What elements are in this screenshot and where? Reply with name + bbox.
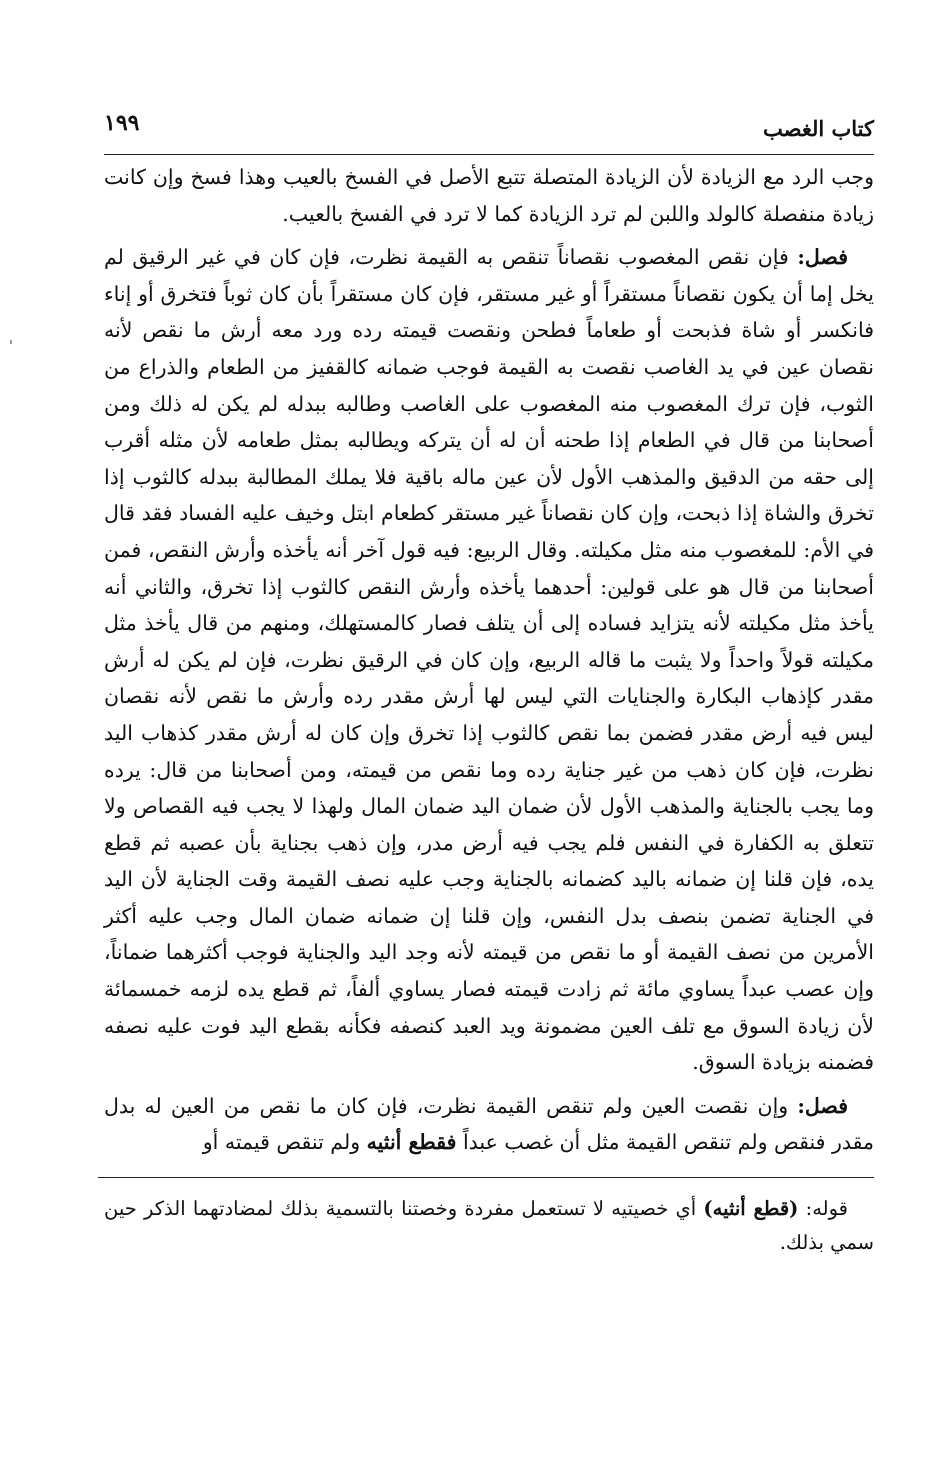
footnote-paragraph [104, 1192, 874, 1260]
chapter-title: كتاب الغصب [762, 116, 874, 141]
paragraph-text: ولم تنقص قيمته أو [202, 1130, 367, 1155]
paragraph [104, 159, 874, 232]
paragraph-text: وإن نقصت العين ولم تنقص القيمة نظرت، فإن كان ما نقص من العين له بدل مقدر فنقص ولم تنقص القيمة مثل أن غصب عبداً [104, 1093, 874, 1155]
paragraph-text: وجب الرد مع الزيادة لأن الزيادة المتصلة تتبع الأصل في الفسخ بالعيب وهذا فسخ وإن كانت زيادة منفصلة كالولد واللبن لم ترد الزيادة كما لا ترد في الفسخ بالعيب. [104, 165, 874, 226]
footnoted-phrase: فقطع أنثيه [366, 1130, 457, 1155]
page-header [104, 102, 874, 155]
margin-speck [10, 340, 12, 344]
section-lead: فصل: [797, 1093, 848, 1118]
paragraph [104, 239, 874, 1081]
footnote-text: أي خصيتيه لا تستعمل مفردة وخصتنا بالتسمية بذلك لمضادتهما الذكر حين سمي بذلك. [104, 1197, 874, 1255]
paragraph [104, 1088, 874, 1161]
paragraph-text: فإن نقص المغصوب نقصاناً تنقص به القيمة نظرت، فإن كان في غير الرقيق لم يخل إما أن يكون نقصاناً مستقراً أو غير مستقر، فإن كان مستقراً بأن كان ثوباً فتخرق أو إناء فانكسر أو شاة فذبحت أو طعاماً فطحن ونقصت قيمته رده ورد معه أرش ما نقص لأنه نقصان عين في يد الغاصب نقصت به القيمة فوجب ضمانه كالقفيز من الطعام والذراع من الثوب، فإن ترك المغصوب منه المغصوب على الغاصب وطالبه ببدله لم يكن له ذلك ومن أصحابنا من قال في الطعام إذا طحنه أن له أن يتركه ويطالبه بمثل طعامه لأن مثله أقرب إلى حقه من الدقيق والمذهب الأول لأن عين ماله باقية فلا يملك المطالبة ببدله كالثوب إذا تخرق والشاة إذا ذبحت، وإن كان نقصاناً غير مستقر كطعام ابتل وخيف عليه الفساد فقد قال في الأم: للمغصوب منه مثل مكيلته. وقال الربيع: فيه قول آخر أنه يأخذه وأرش النقص، فمن أصحابنا من قال هو على قولين: أحدهما يأخذه وأرش النقص كالثوب إذا تخرق، والثاني أنه يأخذ مثل مكيلته لأنه يتزايد فساده إلى أن يتلف فصار كالمستهلك، ومنهم من قال يأخذ مثل مكيلته قولاً واحداً ولا يثبت ما قاله الربيع، وإن كان في الرقيق نظرت، فإن لم يكن له أرش مقدر كإذهاب البكارة والجنايات التي ليس لها أرش مقدر رده وأرش ما نقص لأنه نقصان ليس فيه أرض مقدر فضمن بما نقص كالثوب إذا تخرق وإن كان له أرش مقدر كذهاب اليد نظرت، فإن كان ذهب من غير جناية رده وما نقص من قيمته، ومن أصحابنا من قال: يرده وما يجب بالجناية والمذهب الأول لأن ضمان اليد ضمان المال ولهذا لا يجب فيه القصاص ولا تتعلق به الكفارة في النفس فلم يجب فيه أرض مدر، وإن ذهب بجناية بأن عصبه ثم قطع يده، فإن قلنا إن ضمانه باليد كضمانه بالجناية وجب عليه نصف القيمة وقت الجناية لأن اليد في الجناية تضمن بنصف بدل النفس، وإن قلنا إن ضمانه ضمان المال وجب عليه أكثر الأمرين من نصف القيمة أو ما نقص من قيمته لأنه وجد اليد والجناية فوجب أكثرهما ضماناً، وإن عصب عبداً يساوي مائة ثم زادت قيمته فصار يساوي ألفاً، ثم قطع يده لزمه خمسمائة لأن زيادة السوق مع تلف العين مضمونة ويد العبد كنصفه فكأنه بقطع اليد فوت عليه نصفه فضمنه بزيادة السوق. [104, 245, 874, 1075]
footnote-prefix: قوله: [805, 1197, 848, 1221]
main-text [104, 159, 874, 1161]
footnote [104, 1192, 874, 1260]
page-number: ١٩٩ [104, 110, 140, 136]
book-page [104, 102, 874, 1402]
footnote-divider [98, 1177, 874, 1178]
footnote-term: (قطع أنثيه) [703, 1197, 799, 1221]
section-lead: فصل: [797, 245, 848, 270]
